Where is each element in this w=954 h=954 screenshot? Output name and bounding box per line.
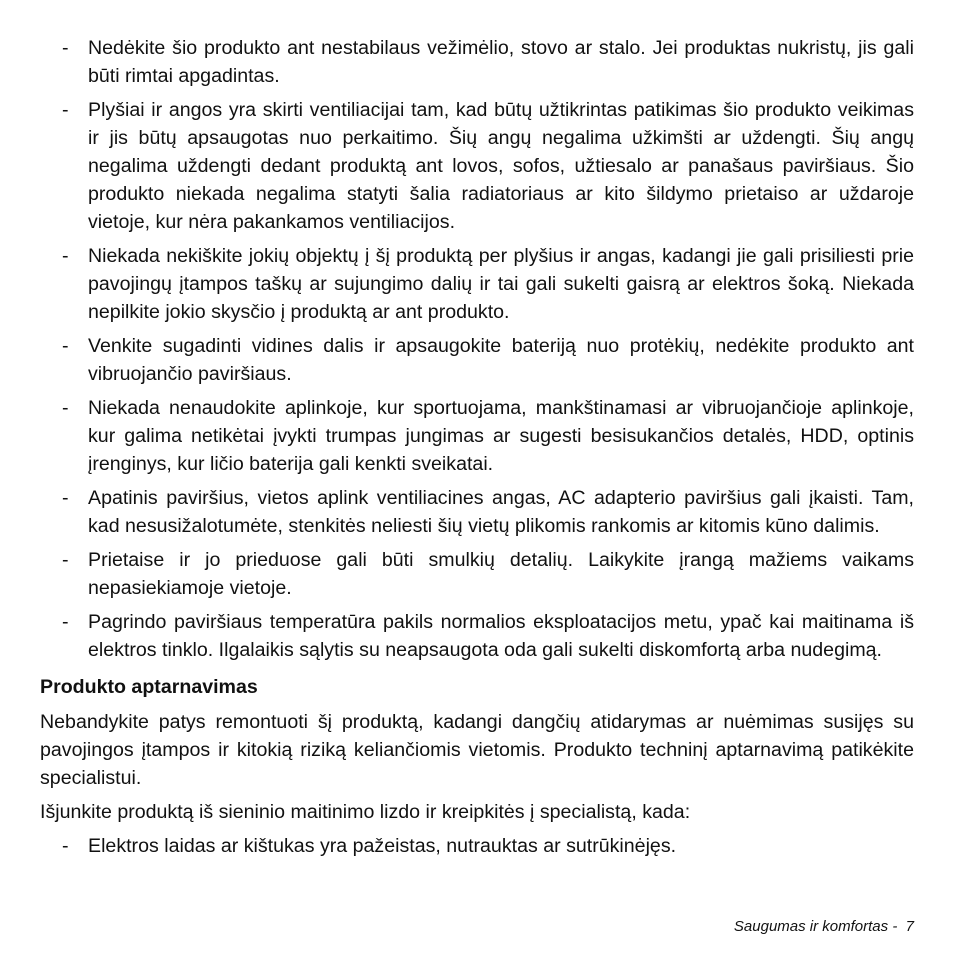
list-item (40, 242, 914, 326)
list-item (40, 546, 914, 602)
page-footer: Saugumas ir komfortas - 7 (733, 918, 914, 935)
safety-bullet-list (40, 34, 914, 664)
service-bullet-list (40, 832, 914, 860)
section-heading: Produkto aptarnavimas (40, 676, 258, 698)
list-item (40, 96, 914, 236)
list-item (40, 332, 914, 388)
bullet-dash: - (62, 37, 69, 59)
list-item-text: Pagrindo paviršiaus temperatūra pakils normalios eksploatacijos metu, ypač kai maitinama iš elektros tinklo. Ilgalaikis sąlytis su neapsaugota oda gali sukelti diskomfortą arba nudegimą. (88, 611, 914, 661)
list-item-text: Niekada nenaudokite aplinkoje, kur sportuojama, mankštinamasi ar vibruojančioje aplinkoje, kur galima netikėtai įvykti trumpas jungimas ar sugesti besisukančios detalės, HDD, optinis įrenginys, kur ličio baterija gali kenkti sveikatai. (88, 397, 914, 475)
bullet-dash: - (62, 487, 69, 509)
paragraph: Nebandykite patys remontuoti šį produktą, kadangi dangčių atidarymas ar nuėmimas susijęs su pavojingos įtampos ir kitokią riziką keliančiomis vietomis. Produkto techninį aptarnavimą patikėkite specialistui. (40, 711, 914, 789)
list-item-text: Niekada nekiškite jokių objektų į šį produktą per plyšius ir angas, kadangi jie gali prisiliesti prie pavojingų įtampos taškų ar sujungimo dalių ir tai gali sukelti gaisrą ar elektros šoką. Niekada nepilkite jokio skysčio į produktą ar ant produkto. (88, 245, 914, 323)
list-item-text: Venkite sugadinti vidines dalis ir apsaugokite bateriją nuo protėkių, nedėkite produkto ant vibruojančio paviršiaus. (88, 335, 914, 385)
list-item-text: Plyšiai ir angos yra skirti ventiliacijai tam, kad būtų užtikrintas patikimas šio produkto veikimas ir jis būtų apsaugotas nuo perkaitimo. Šių angų negalima užkimšti ar uždengti. Šių angų negalima uždengti dedant produktą ant lovos, sofos, užtiesalo ar panašaus paviršiaus. Šio produkto niekada negalima statyti šalia radiatoriaus ar kito šildymo prietaiso ar uždaroje vietoje, kur nėra pakankamos ventiliacijos. (88, 99, 914, 233)
bullet-dash: - (62, 549, 69, 571)
bullet-dash: - (62, 245, 69, 267)
list-item (40, 608, 914, 664)
bullet-dash: - (62, 99, 69, 121)
list-item-text: Prietaise ir jo prieduose gali būti smulkių detalių. Laikykite įrangą mažiems vaikams nepasiekiamoje vietoje. (88, 549, 914, 599)
paragraph: Išjunkite produktą iš sieninio maitinimo lizdo ir kreipkitės į specialistą, kada: (40, 801, 691, 823)
list-item-text: Nedėkite šio produkto ant nestabilaus vežimėlio, stovo ar stalo. Jei produktas nukristų, jis gali būti rimtai apgadintas. (88, 37, 914, 87)
list-item (40, 484, 914, 540)
list-item (40, 34, 914, 90)
list-item (40, 832, 914, 860)
bullet-dash: - (62, 835, 69, 857)
document-page (40, 34, 914, 866)
bullet-dash: - (62, 397, 69, 419)
bullet-dash: - (62, 611, 69, 633)
list-item-text: Elektros laidas ar kištukas yra pažeistas, nutrauktas ar sutrūkinėjęs. (88, 835, 677, 857)
list-item (40, 394, 914, 478)
list-item-text: Apatinis paviršius, vietos aplink ventiliacines angas, AC adapterio paviršius gali įkaisti. Tam, kad nesusižalotumėte, stenkitės neliesti šių vietų plikomis rankomis ar kitomis kūno dalimis. (88, 487, 914, 537)
bullet-dash: - (62, 335, 69, 357)
